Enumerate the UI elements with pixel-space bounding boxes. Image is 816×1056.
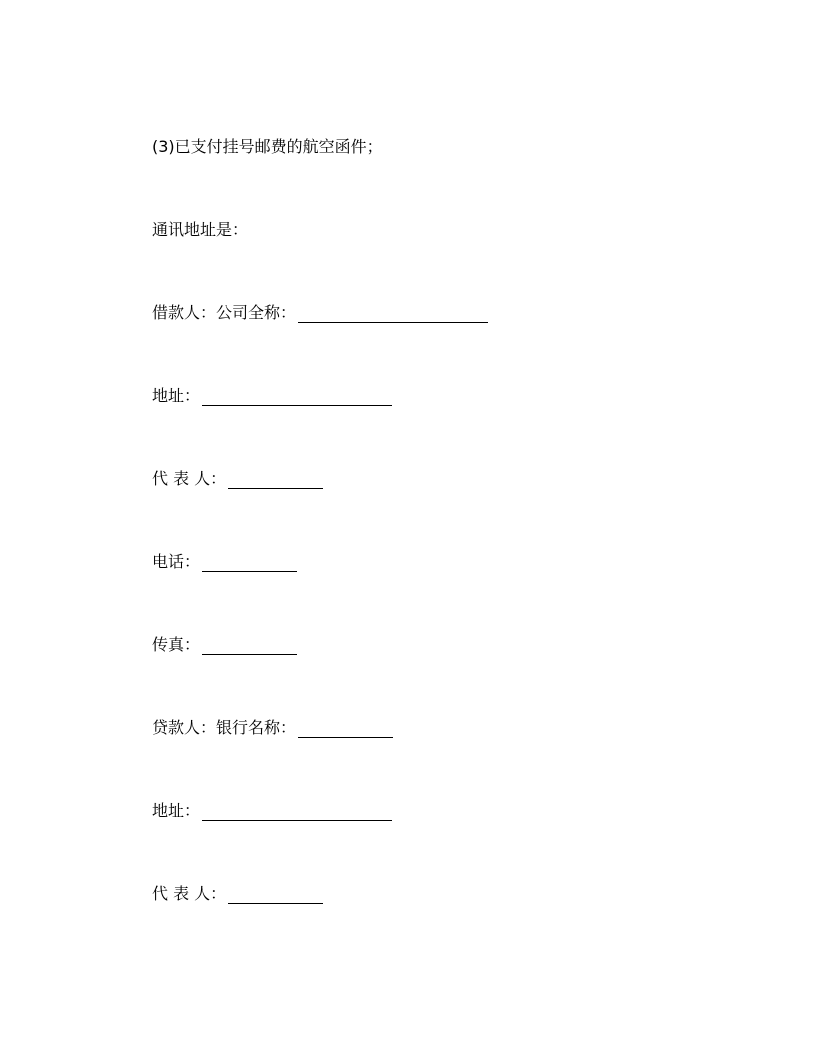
field-label: 代 表 人： bbox=[152, 469, 227, 488]
fill-in-blank[interactable] bbox=[298, 721, 393, 738]
section-heading-mailing-address bbox=[152, 220, 248, 240]
borrower-fax-line bbox=[152, 635, 297, 655]
field-label: 电话： bbox=[152, 552, 201, 571]
lender-representative-line bbox=[152, 884, 323, 904]
fill-in-blank[interactable] bbox=[228, 472, 323, 489]
fill-in-blank[interactable] bbox=[202, 804, 392, 821]
fill-in-blank[interactable] bbox=[298, 306, 488, 323]
field-label: 地址： bbox=[152, 801, 201, 820]
field-label: 代 表 人： bbox=[152, 884, 227, 903]
fill-in-blank[interactable] bbox=[228, 887, 323, 904]
borrower-phone-line bbox=[152, 552, 297, 572]
fill-in-blank[interactable] bbox=[202, 389, 392, 406]
borrower-representative-line bbox=[152, 469, 323, 489]
field-label: 传真： bbox=[152, 635, 201, 654]
field-label: 贷款人：银行名称： bbox=[152, 718, 297, 737]
borrower-address-line bbox=[152, 386, 392, 406]
field-label: 地址： bbox=[152, 386, 201, 405]
field-label: 借款人：公司全称： bbox=[152, 303, 297, 322]
clause-text: (3)已支付挂号邮费的航空函件； bbox=[152, 137, 383, 156]
fill-in-blank[interactable] bbox=[202, 638, 297, 655]
borrower-company-name-line bbox=[152, 303, 488, 323]
clause-line-registered-airmail bbox=[152, 137, 383, 157]
fill-in-blank[interactable] bbox=[202, 555, 297, 572]
lender-bank-name-line bbox=[152, 718, 393, 738]
heading-text: 通讯地址是： bbox=[152, 220, 249, 239]
lender-address-line bbox=[152, 801, 392, 821]
